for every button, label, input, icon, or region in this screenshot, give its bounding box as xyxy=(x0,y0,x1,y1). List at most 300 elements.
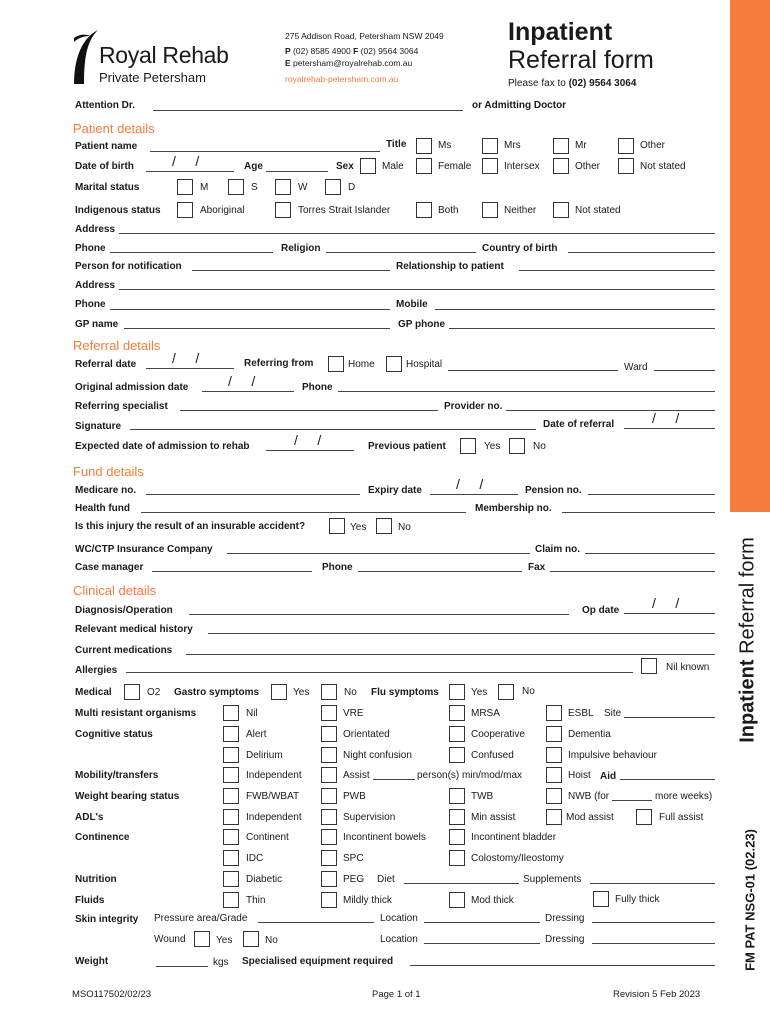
email-label: E xyxy=(285,58,291,68)
fluid-fully-checkbox[interactable] xyxy=(593,891,609,907)
clinical-details-heading: Clinical details xyxy=(73,583,157,598)
aid-label: Aid xyxy=(600,771,617,782)
wound-no-label: No xyxy=(265,935,278,946)
fund-phone-label: Phone xyxy=(322,562,353,573)
flu-yes-checkbox[interactable] xyxy=(449,684,465,700)
pension-label: Pension no. xyxy=(525,485,582,496)
indigenous-both-label: Both xyxy=(438,205,459,216)
title-ms-checkbox[interactable] xyxy=(416,138,432,154)
fluid-mod-label: Mod thick xyxy=(471,895,514,906)
specialist-line[interactable] xyxy=(180,410,438,411)
country-label: Country of birth xyxy=(482,243,558,254)
cont-idc-label: IDC xyxy=(246,853,264,864)
case-manager-line[interactable] xyxy=(152,571,312,572)
address2-line[interactable] xyxy=(119,289,715,290)
adl-supervision-label: Supervision xyxy=(343,812,396,823)
logo-subtitle: Private Petersham xyxy=(99,70,206,85)
mro-esbl-checkbox[interactable] xyxy=(546,705,562,721)
sex-not-stated-checkbox[interactable] xyxy=(618,158,634,174)
cog-cooperative-checkbox[interactable] xyxy=(449,726,465,742)
attention-label: Attention Dr. xyxy=(75,100,135,111)
from-hospital-checkbox[interactable] xyxy=(386,356,402,372)
fluid-mildly-label: Mildly thick xyxy=(343,895,392,906)
indigenous-not-stated-label: Not stated xyxy=(575,205,621,216)
title-mrs-checkbox[interactable] xyxy=(482,138,498,154)
title-ms-label: Ms xyxy=(438,140,452,151)
referral-date-slashes: / / xyxy=(172,350,200,366)
diet-line[interactable] xyxy=(404,883,519,884)
marital-m-checkbox[interactable] xyxy=(177,179,193,195)
wb-pwb-label: PWB xyxy=(343,791,366,802)
health-fund-label: Health fund xyxy=(75,503,130,514)
skin-label: Skin integrity xyxy=(75,914,139,925)
title-mr-checkbox[interactable] xyxy=(553,138,569,154)
expected-admission-label: Expected date of admission to rehab xyxy=(75,441,250,452)
equipment-label: Specialised equipment required xyxy=(242,956,394,967)
fluid-mod-checkbox[interactable] xyxy=(449,892,465,908)
wound-label: Wound xyxy=(154,934,186,945)
previous-patient-label: Previous patient xyxy=(368,441,446,452)
kgs-label: kgs xyxy=(213,957,229,968)
cont-spc-label: SPC xyxy=(343,853,364,864)
site-line[interactable] xyxy=(624,717,715,718)
orig-admission-label: Original admission date xyxy=(75,382,189,393)
adl-full-assist-checkbox[interactable] xyxy=(636,809,652,825)
ref-phone-label: Phone xyxy=(302,382,333,393)
membership-label: Membership no. xyxy=(475,503,552,514)
mob-assist-label: Assist xyxy=(343,770,370,781)
fax-value: (02) 9564 3064 xyxy=(360,46,419,56)
patient-name-label: Patient name xyxy=(75,141,138,152)
dressing2-line[interactable] xyxy=(592,943,715,944)
dob-slashes: / / xyxy=(172,153,200,169)
cog-confused-label: Confused xyxy=(471,750,514,761)
dressing2-label: Dressing xyxy=(545,934,585,945)
flu-no-label: No xyxy=(522,686,535,697)
logo-title: Royal Rehab xyxy=(99,42,229,68)
cog-alert-label: Alert xyxy=(246,729,267,740)
assist-persons-line[interactable] xyxy=(373,779,415,780)
mobile-line[interactable] xyxy=(435,309,715,310)
fund-fax-label: Fax xyxy=(528,562,546,573)
phone-line[interactable] xyxy=(110,252,273,253)
marital-w-label: W xyxy=(298,182,308,193)
medications-label: Current medications xyxy=(75,645,173,656)
continence-label: Continence xyxy=(75,832,130,843)
sex-male-label: Male xyxy=(382,161,404,172)
patient-details-heading: Patient details xyxy=(73,121,155,136)
nut-peg-checkbox[interactable] xyxy=(321,871,337,887)
address2-label: Address xyxy=(75,280,116,291)
nutrition-label: Nutrition xyxy=(75,874,117,885)
phone2-line[interactable] xyxy=(110,309,390,310)
op-date-slashes: / / xyxy=(652,595,680,611)
claim-label: Claim no. xyxy=(535,544,581,555)
from-home-label: Home xyxy=(348,359,375,370)
expected-admission-slashes: / / xyxy=(294,432,322,448)
marital-d-checkbox[interactable] xyxy=(325,179,341,195)
relationship-label: Relationship to patient xyxy=(396,261,504,272)
referral-details-heading: Referral details xyxy=(73,338,161,353)
sex-intersex-checkbox[interactable] xyxy=(482,158,498,174)
mob-hoist-checkbox[interactable] xyxy=(546,767,562,783)
title-other-label: Other xyxy=(640,140,666,151)
marital-w-checkbox[interactable] xyxy=(275,179,291,195)
adl-min-assist-label: Min assist xyxy=(471,812,516,823)
history-line[interactable] xyxy=(208,633,715,634)
diagnosis-label: Diagnosis/Operation xyxy=(75,605,173,616)
medical-label: Medical xyxy=(75,687,112,698)
mro-label: Multi resistant organisms xyxy=(75,708,197,719)
phone-label: P xyxy=(285,46,291,56)
location-line[interactable] xyxy=(424,922,540,923)
mro-mrsa-label: MRSA xyxy=(471,708,500,719)
email-value: petersham@royalrehab.com.au xyxy=(293,58,413,68)
flu-no-checkbox[interactable] xyxy=(498,684,514,700)
title-label: Title xyxy=(386,139,407,150)
mobility-label: Mobility/transfers xyxy=(75,770,159,781)
from-home-checkbox[interactable] xyxy=(328,356,344,372)
wb-label: Weight bearing status xyxy=(75,791,180,802)
title-mr-label: Mr xyxy=(575,140,587,151)
injury-yes-checkbox[interactable] xyxy=(329,518,345,534)
orig-admission-slashes: / / xyxy=(228,373,256,389)
address-line[interactable] xyxy=(119,233,715,234)
flu-yes-label: Yes xyxy=(471,687,488,698)
op-date-label: Op date xyxy=(582,605,620,616)
fax-note xyxy=(508,78,636,89)
provider-line[interactable] xyxy=(506,410,715,411)
fund-phone-line[interactable] xyxy=(358,571,522,572)
pressure-line[interactable] xyxy=(258,922,374,923)
side-accent-bar xyxy=(730,0,770,512)
title-mrs-label: Mrs xyxy=(504,140,521,151)
wb-twb-label: TWB xyxy=(471,791,494,802)
signature-label: Signature xyxy=(75,421,122,432)
age-label: Age xyxy=(244,161,263,172)
attention-line[interactable] xyxy=(153,110,463,111)
mro-mrsa-checkbox[interactable] xyxy=(449,705,465,721)
nut-diabetic-checkbox[interactable] xyxy=(223,871,239,887)
cont-continent-checkbox[interactable] xyxy=(223,829,239,845)
weight-label: Weight xyxy=(75,956,109,967)
title-other-checkbox[interactable] xyxy=(618,138,634,154)
referring-from-label: Referring from xyxy=(244,358,314,369)
site-label: Site xyxy=(604,708,622,719)
mro-esbl-label: ESBL xyxy=(568,708,594,719)
signature-line[interactable] xyxy=(130,429,536,430)
fluids-label: Fluids xyxy=(75,895,105,906)
form-title-light: Referral form xyxy=(508,46,654,74)
allergies-label: Allergies xyxy=(75,665,118,676)
fax-note-prefix: Please fax to xyxy=(508,78,566,89)
cog-night-confusion-label: Night confusion xyxy=(343,750,412,761)
notify-label: Person for notification xyxy=(75,261,182,272)
fax-note-number: (02) 9564 3064 xyxy=(568,78,637,89)
claim-line[interactable] xyxy=(585,553,715,554)
dressing-label: Dressing xyxy=(545,913,585,924)
cont-inc-bladder-checkbox[interactable] xyxy=(449,829,465,845)
cont-colostomy-label: Colostomy/Ileostomy xyxy=(471,853,564,864)
relationship-line[interactable] xyxy=(519,270,715,271)
fund-details-heading: Fund details xyxy=(73,464,144,479)
adl-min-assist-checkbox[interactable] xyxy=(449,809,465,825)
cont-spc-checkbox[interactable] xyxy=(321,850,337,866)
marital-s-label: S xyxy=(251,182,258,193)
wc-ctp-line[interactable] xyxy=(227,553,530,554)
supplements-label: Supplements xyxy=(523,874,582,885)
injury-label: Is this injury the result of an insurable accident? xyxy=(75,521,306,532)
cognitive-label: Cognitive status xyxy=(75,729,153,740)
gastro-label: Gastro symptoms xyxy=(174,687,260,698)
wb-fwb-checkbox[interactable] xyxy=(223,788,239,804)
orig-admission-line[interactable] xyxy=(202,391,294,392)
pressure-label: Pressure area/Grade xyxy=(154,913,248,924)
nut-peg-label: PEG xyxy=(343,874,365,885)
patient-name-line[interactable] xyxy=(150,151,380,152)
medications-line[interactable] xyxy=(186,654,715,655)
cog-dementia-label: Dementia xyxy=(568,729,611,740)
gastro-no-label: No xyxy=(344,687,357,698)
phone2-label: Phone xyxy=(75,299,106,310)
adl-mod-assist-label: Mod assist xyxy=(566,812,614,823)
provider-label: Provider no. xyxy=(444,401,503,412)
wc-ctp-label: WC/CTP Insurance Company xyxy=(75,544,213,555)
location2-label: Location xyxy=(380,934,418,945)
cog-alert-checkbox[interactable] xyxy=(223,726,239,742)
date-of-referral-label: Date of referral xyxy=(543,419,615,430)
gp-phone-label: GP phone xyxy=(398,319,446,330)
gastro-no-checkbox[interactable] xyxy=(321,684,337,700)
medicare-line[interactable] xyxy=(146,494,360,495)
medicare-label: Medicare no. xyxy=(75,485,137,496)
indigenous-not-stated-checkbox[interactable] xyxy=(553,202,569,218)
injury-yes-label: Yes xyxy=(350,522,367,533)
fund-fax-line[interactable] xyxy=(550,571,715,572)
cog-orientated-label: Orientated xyxy=(343,729,390,740)
health-fund-line[interactable] xyxy=(141,512,466,513)
cog-orientated-checkbox[interactable] xyxy=(321,726,337,742)
indigenous-neither-label: Neither xyxy=(504,205,537,216)
wound-no-checkbox[interactable] xyxy=(243,931,259,947)
wb-fwb-label: FWB/WBAT xyxy=(246,791,300,802)
adl-independent-label: Independent xyxy=(246,812,302,823)
cog-night-confusion-checkbox[interactable] xyxy=(321,747,337,763)
nil-known-checkbox[interactable] xyxy=(641,658,657,674)
nwb-weeks-line[interactable] xyxy=(612,800,652,801)
side-title-bold: Inpatient xyxy=(736,659,759,743)
cont-inc-bowels-label: Incontinent bowels xyxy=(343,832,426,843)
cont-continent-label: Continent xyxy=(246,832,289,843)
persons-label: person(s) min/mod/max xyxy=(417,770,523,781)
dob-line[interactable] xyxy=(146,171,234,172)
indigenous-tsi-checkbox[interactable] xyxy=(275,202,291,218)
date-of-referral-line[interactable] xyxy=(624,428,715,429)
ward-line[interactable] xyxy=(654,370,715,371)
sex-not-stated-label: Not stated xyxy=(640,161,686,172)
mobile-label: Mobile xyxy=(396,299,428,310)
o2-checkbox[interactable] xyxy=(124,684,140,700)
gastro-yes-label: Yes xyxy=(293,687,310,698)
cog-confused-checkbox[interactable] xyxy=(449,747,465,763)
sex-female-label: Female xyxy=(438,161,472,172)
adl-full-assist-label: Full assist xyxy=(659,812,704,823)
gastro-yes-checkbox[interactable] xyxy=(271,684,287,700)
location-label: Location xyxy=(380,913,418,924)
footer-code: MSO117502/02/23 xyxy=(72,989,152,1000)
hospital-line[interactable] xyxy=(448,370,618,371)
diagnosis-line[interactable] xyxy=(189,614,569,615)
flu-label: Flu symptoms xyxy=(371,687,439,698)
location2-line[interactable] xyxy=(424,943,540,944)
aid-line[interactable] xyxy=(620,779,715,780)
side-title xyxy=(737,537,760,743)
adl-supervision-checkbox[interactable] xyxy=(321,809,337,825)
indigenous-neither-checkbox[interactable] xyxy=(482,202,498,218)
footer-page: Page 1 of 1 xyxy=(372,989,421,1000)
cont-colostomy-checkbox[interactable] xyxy=(449,850,465,866)
supplements-line[interactable] xyxy=(590,883,715,884)
referral-date-line[interactable] xyxy=(146,368,234,369)
wb-twb-checkbox[interactable] xyxy=(449,788,465,804)
phone-label: Phone xyxy=(75,243,106,254)
indigenous-both-checkbox[interactable] xyxy=(416,202,432,218)
fluid-fully-label: Fully thick xyxy=(615,894,660,905)
expiry-line[interactable] xyxy=(430,494,518,495)
cog-delirium-checkbox[interactable] xyxy=(223,747,239,763)
cog-impulsive-checkbox[interactable] xyxy=(546,747,562,763)
previous-yes-checkbox[interactable] xyxy=(460,438,476,454)
fluid-thin-checkbox[interactable] xyxy=(223,892,239,908)
gp-phone-line[interactable] xyxy=(449,328,715,329)
sex-female-checkbox[interactable] xyxy=(416,158,432,174)
mro-vre-label: VRE xyxy=(343,708,364,719)
previous-yes-label: Yes xyxy=(484,441,501,452)
indigenous-tsi-label: Torres Strait Islander xyxy=(298,205,391,216)
wb-pwb-checkbox[interactable] xyxy=(321,788,337,804)
form-code-vertical: FM PAT NSG-01 (02.23) xyxy=(742,829,758,971)
indigenous-label: Indigenous status xyxy=(75,205,161,216)
gp-name-label: GP name xyxy=(75,319,119,330)
previous-no-checkbox[interactable] xyxy=(509,438,525,454)
date-of-referral-slashes: / / xyxy=(652,410,680,426)
o2-label: O2 xyxy=(147,687,161,698)
history-label: Relevant medical history xyxy=(75,624,193,635)
cont-idc-checkbox[interactable] xyxy=(223,850,239,866)
mro-nil-checkbox[interactable] xyxy=(223,705,239,721)
cont-inc-bladder-label: Incontinent bladder xyxy=(471,832,557,843)
mob-independent-label: Independent xyxy=(246,770,302,781)
fluid-mildly-checkbox[interactable] xyxy=(321,892,337,908)
expected-admission-line[interactable] xyxy=(266,450,354,451)
sex-male-checkbox[interactable] xyxy=(360,158,376,174)
expiry-label: Expiry date xyxy=(368,485,422,496)
sex-other-checkbox[interactable] xyxy=(553,158,569,174)
sex-intersex-label: Intersex xyxy=(504,161,540,172)
wound-yes-checkbox[interactable] xyxy=(194,931,210,947)
wb-nwb-checkbox[interactable] xyxy=(546,788,562,804)
address-label: Address xyxy=(75,224,116,235)
referral-date-label: Referral date xyxy=(75,359,137,370)
from-hospital-label: Hospital xyxy=(406,359,443,370)
membership-line[interactable] xyxy=(562,512,715,513)
mob-independent-checkbox[interactable] xyxy=(223,767,239,783)
royal-rehab-logo-icon xyxy=(72,28,100,86)
religion-line[interactable] xyxy=(326,252,476,253)
ref-phone-line[interactable] xyxy=(338,391,715,392)
ward-label: Ward xyxy=(624,362,648,373)
mro-vre-checkbox[interactable] xyxy=(321,705,337,721)
sex-label: Sex xyxy=(336,161,354,172)
equipment-line[interactable] xyxy=(410,965,715,966)
weight-line[interactable] xyxy=(156,966,208,967)
footer-revision: Revision 5 Feb 2023 xyxy=(613,989,701,1000)
adl-independent-checkbox[interactable] xyxy=(223,809,239,825)
dressing-line[interactable] xyxy=(592,922,715,923)
marital-m-label: M xyxy=(200,182,209,193)
pension-line[interactable] xyxy=(588,494,715,495)
email-line xyxy=(285,58,412,68)
cog-delirium-label: Delirium xyxy=(246,750,283,761)
address: 275 Addison Road, Petersham NSW 2049 xyxy=(285,31,444,41)
diet-label: Diet xyxy=(377,874,395,885)
indigenous-aboriginal-label: Aboriginal xyxy=(200,205,245,216)
wound-yes-label: Yes xyxy=(216,935,233,946)
cont-inc-bowels-checkbox[interactable] xyxy=(321,829,337,845)
country-line[interactable] xyxy=(568,252,715,253)
expiry-slashes: / / xyxy=(456,476,484,492)
specialist-label: Referring specialist xyxy=(75,401,168,412)
dob-label: Date of birth xyxy=(75,161,134,172)
religion-label: Religion xyxy=(281,243,321,254)
age-line[interactable] xyxy=(266,171,328,172)
case-manager-label: Case manager xyxy=(75,562,144,573)
allergies-line[interactable] xyxy=(126,672,633,673)
adls-label: ADL's xyxy=(75,812,104,823)
mob-hoist-label: Hoist xyxy=(568,770,591,781)
phone-fax-line xyxy=(285,46,418,56)
cog-dementia-checkbox[interactable] xyxy=(546,726,562,742)
adl-mod-assist-checkbox[interactable] xyxy=(546,809,562,825)
op-date-line[interactable] xyxy=(624,613,715,614)
previous-no-label: No xyxy=(533,441,546,452)
fluid-thin-label: Thin xyxy=(246,895,266,906)
more-weeks-label: more weeks) xyxy=(655,791,713,802)
notify-line[interactable] xyxy=(192,270,390,271)
nil-known-label: Nil known xyxy=(666,662,710,673)
mob-assist-checkbox[interactable] xyxy=(321,767,337,783)
wb-nwb-label: NWB (for xyxy=(568,791,610,802)
side-title-light: Referral form xyxy=(736,537,759,654)
fax-label: F xyxy=(353,46,359,56)
cog-impulsive-label: Impulsive behaviour xyxy=(568,750,657,761)
mro-nil-label: Nil xyxy=(246,708,258,719)
marital-label: Marital status xyxy=(75,182,140,193)
nut-diabetic-label: Diabetic xyxy=(246,874,283,885)
sex-other-label: Other xyxy=(575,161,601,172)
injury-no-label: No xyxy=(398,522,411,533)
marital-d-label: D xyxy=(348,182,356,193)
form-title-bold: Inpatient xyxy=(508,18,613,46)
injury-no-checkbox[interactable] xyxy=(376,518,392,534)
admitting-label: or Admitting Doctor xyxy=(472,100,567,111)
cog-cooperative-label: Cooperative xyxy=(471,729,525,740)
indigenous-aboriginal-checkbox[interactable] xyxy=(177,202,193,218)
phone-value: (02) 8585 4900 xyxy=(293,46,351,56)
marital-s-checkbox[interactable] xyxy=(228,179,244,195)
gp-name-line[interactable] xyxy=(124,328,390,329)
website-link[interactable]: royalrehab-petersham.com.au xyxy=(285,74,399,84)
